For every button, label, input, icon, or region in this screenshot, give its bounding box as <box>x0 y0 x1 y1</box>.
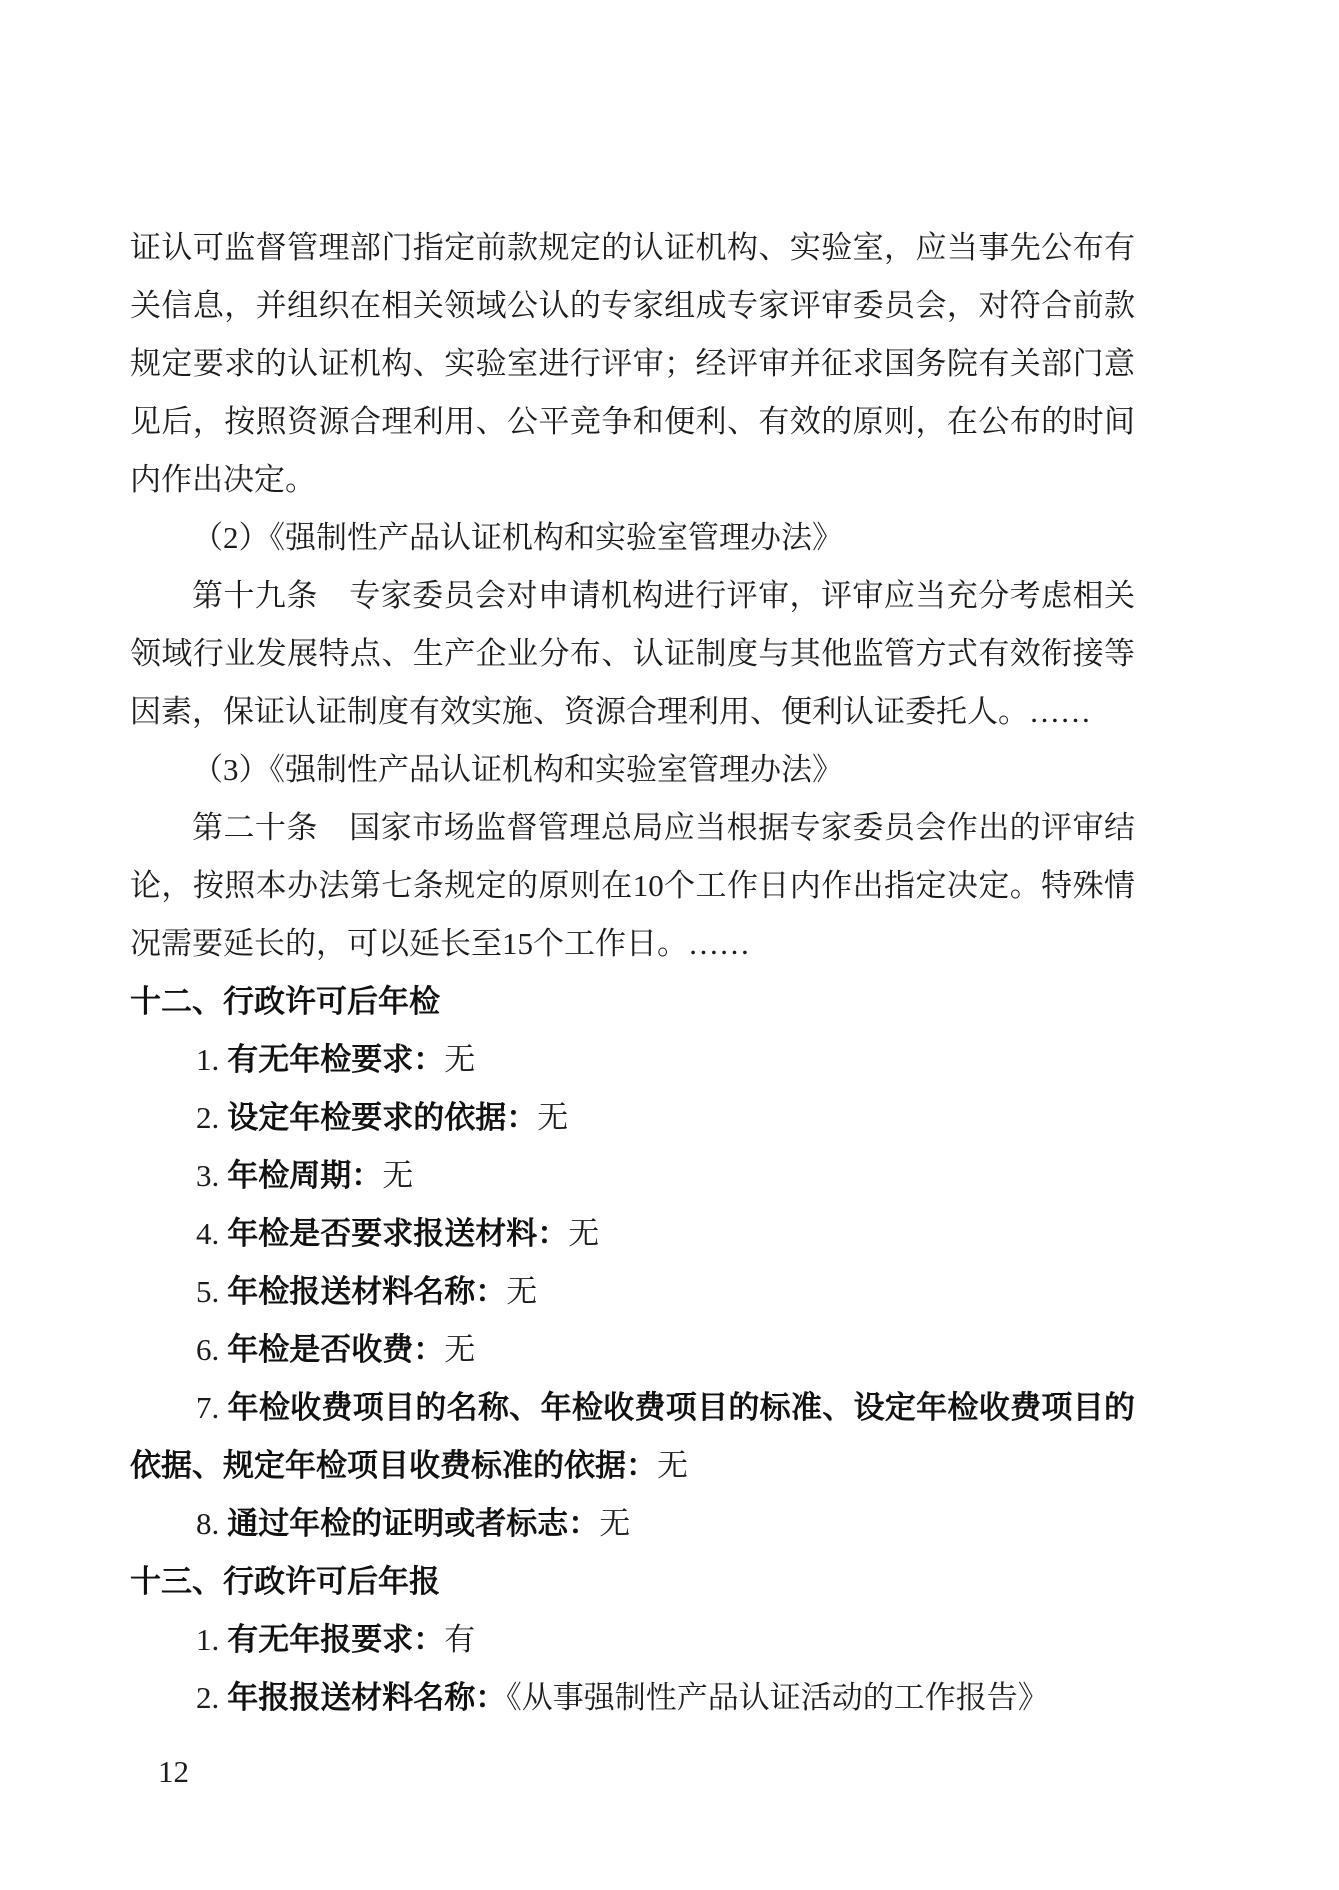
article-20-paragraph: 第二十条 国家市场监督管理总局应当根据专家委员会作出的评审结论，按照本办法第七条规定的原则在10个工作日内作出指定决定。特殊情况需要延长的，可以延长至15个工作日。…… <box>130 810 1135 961</box>
item-label: 有无年报要求： <box>227 1622 445 1657</box>
item-number: 1. <box>196 1042 220 1077</box>
item-value: 无 <box>444 1042 476 1077</box>
item-label: 设定年检要求的依据： <box>227 1100 538 1135</box>
item-label: 年检周期： <box>227 1158 383 1193</box>
annual-inspection-item-4 <box>130 1205 1135 1263</box>
item-label: 年检收费项目的名称、年检收费项目的标准、设定年检收费项目的依据、规定年检项目收费标准的依据： <box>130 1390 1135 1483</box>
annual-inspection-item-7 <box>130 1379 1135 1495</box>
item-number: 6. <box>196 1332 220 1367</box>
item-label: 有无年检要求： <box>227 1042 445 1077</box>
item-value: 《从事强制性产品认证活动的工作报告》 <box>506 1680 1049 1715</box>
annual-inspection-item-2 <box>130 1089 1135 1147</box>
item-label: 年检是否收费： <box>227 1332 445 1367</box>
item-value: 无 <box>444 1332 476 1367</box>
item-value: 无 <box>506 1274 538 1309</box>
annual-inspection-item-8 <box>130 1495 1135 1553</box>
document-body <box>130 219 1135 1727</box>
article-19-paragraph: 第十九条 专家委员会对申请机构进行评审，评审应当充分考虑相关领域行业发展特点、生产企业分布、认证制度与其他监管方式有效衔接等因素，保证认证制度有效实施、资源合理利用、便利认证委托人。…… <box>130 578 1135 729</box>
annual-report-item-2 <box>130 1669 1135 1727</box>
annual-inspection-item-6 <box>130 1321 1135 1379</box>
section-13-heading: 十三、行政许可后年报 <box>130 1564 440 1599</box>
annual-inspection-item-5 <box>130 1263 1135 1321</box>
citation-3-title: （3）《强制性产品认证机构和实验室管理办法》 <box>192 752 843 787</box>
paragraph-continuation: 证认可监督管理部门指定前款规定的认证机构、实验室，应当事先公布有关信息，并组织在相关领域公认的专家组成专家评审委员会，对符合前款规定要求的认证机构、实验室进行评审；经评审并征求国务院有关部门意见后，按照资源合理利用、公平竞争和便利、有效的原则，在公布的时间内作出决定。 <box>130 230 1135 497</box>
item-label: 年检报送材料名称： <box>227 1274 507 1309</box>
annual-report-item-1 <box>130 1611 1135 1669</box>
item-value: 无 <box>537 1100 569 1135</box>
annual-inspection-item-1 <box>130 1031 1135 1089</box>
item-value: 无 <box>382 1158 414 1193</box>
item-number: 2. <box>196 1100 220 1135</box>
page-number: 12 <box>158 1754 189 1789</box>
item-number: 5. <box>196 1274 220 1309</box>
item-label: 年报报送材料名称： <box>227 1680 507 1715</box>
item-number: 7. <box>196 1390 220 1425</box>
item-number: 4. <box>196 1216 220 1251</box>
item-label: 通过年检的证明或者标志： <box>227 1506 600 1541</box>
item-value: 无 <box>599 1506 631 1541</box>
item-value: 无 <box>568 1216 600 1251</box>
annual-inspection-item-3 <box>130 1147 1135 1205</box>
item-number: 2. <box>196 1680 220 1715</box>
item-number: 1. <box>196 1622 220 1657</box>
item-value: 无 <box>657 1448 688 1483</box>
item-label: 年检是否要求报送材料： <box>227 1216 569 1251</box>
item-number: 8. <box>196 1506 220 1541</box>
item-value: 有 <box>444 1622 476 1657</box>
citation-2-title: （2）《强制性产品认证机构和实验室管理办法》 <box>192 520 843 555</box>
section-12-heading: 十二、行政许可后年检 <box>130 984 440 1019</box>
item-number: 3. <box>196 1158 220 1193</box>
